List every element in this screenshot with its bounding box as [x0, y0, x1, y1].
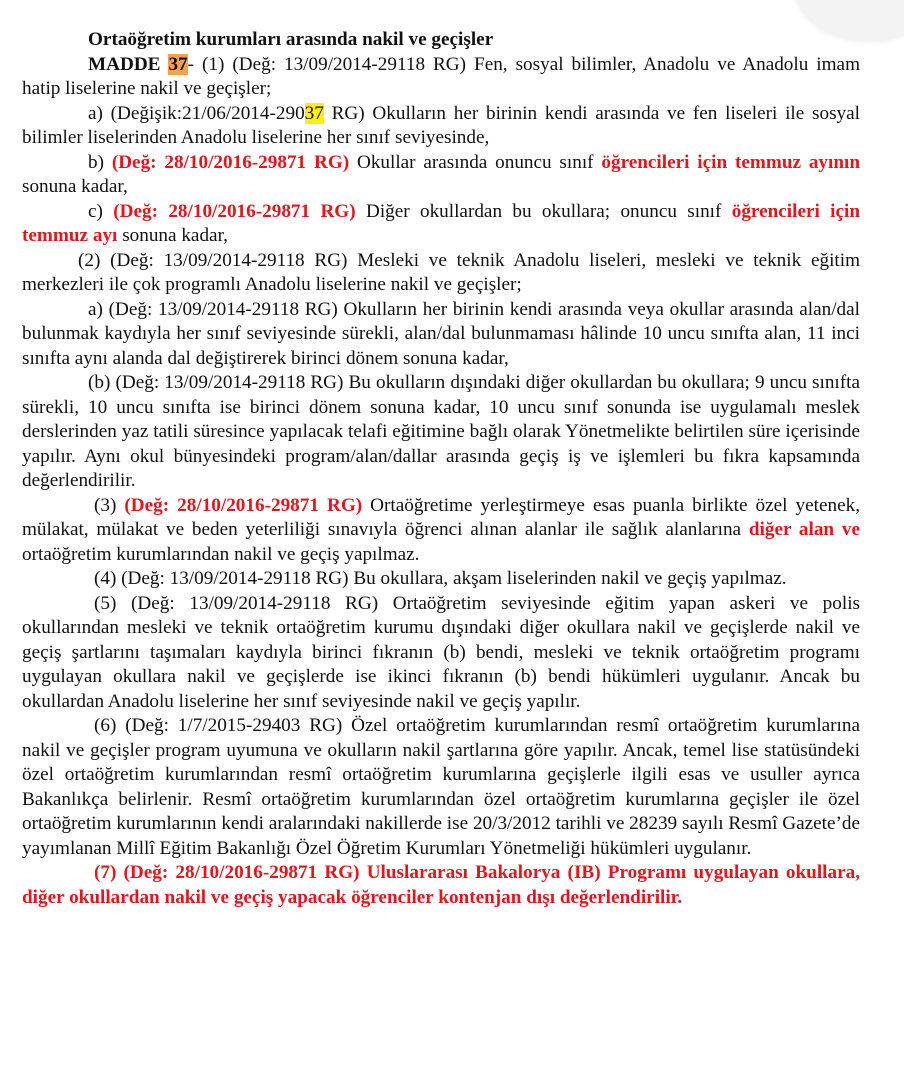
paragraph-7-red-text: (Değ: 28/10/2016-29871 RG) Uluslararası Bakalorya (IB) Programı uygulayan okullara, diğer okullardan nakil ve geçiş yapacak öğrenciler kontenjan dışı değerlendirilir. — [22, 862, 860, 908]
clause-1b-red-text: öğrencileri için temmuz ayının — [601, 151, 861, 173]
section-title: Ortaöğretim kurumları arasında nakil ve geçişler — [88, 29, 494, 50]
paragraph-7-pre: (7) — [94, 862, 124, 883]
clause-1b-pre: b) — [88, 151, 112, 173]
paragraph-2: (2) (Değ: 13/09/2014-29118 RG) Mesleki ve teknik Anadolu liseleri, mesleki ve teknik eğitim merkezleri ile çok programlı Anadolu liselerine nakil ve geçişler; — [22, 249, 860, 295]
clause-1c-amendment: (Değ: 28/10/2016-29871 RG) — [113, 200, 356, 222]
document-page — [22, 28, 860, 910]
paragraph-6: (6) (Değ: 1/7/2015-29403 RG) Özel ortaöğretim kurumlarından resmî ortaöğretim kurumlarına nakil ve geçişler program uyumuna ve okulların nakil şartlarına göre yapılır. Ancak, temel lise statüsündeki özel ortaöğretim kurumlarından resmî ortaöğretim kurumlarına geçişlerle ilgili esas ve usuller ayrıca Bakanlıkça belirlenir. Resmî ortaöğretim kurumlarından özel ortaöğretim kurumlarına geçişler ile özel ortaöğretim kurumlarının kendi aralarındaki nakillerde ise 20/3/2012 tarihli ve 28239 sayılı Resmî Gazete’de yayımlanan Millî Eğitim Bakanlığı Özel Öğretim Kurumları Yönetmeliği hükümleri uygulanır. — [22, 715, 860, 859]
clause-1b — [22, 151, 860, 200]
clause-1c-red-text: öğrencileri için temmuz ayı — [22, 200, 861, 246]
madde-text: - (1) (Değ: 13/09/2014-29118 RG) Fen, sosyal bilimler, Anadolu ve Anadolu imam hatip liselerine nakil ve geçişler; — [22, 53, 860, 99]
paragraph-3 — [22, 494, 860, 568]
paragraph-7 — [22, 861, 860, 910]
paragraph-3-amendment: (Değ: 28/10/2016-29871 RG) — [124, 494, 363, 516]
clause-1a-highlight: 37 — [304, 102, 324, 124]
madde-paragraph — [22, 53, 860, 102]
paragraph-3-post: ortaöğretim kurumlarından nakil ve geçiş yapılmaz. — [22, 543, 420, 565]
paragraph-3-mid: Ortaöğretime yerleştirmeye esas puanla birlikte özel yetenek, mülakat, mülakat ve beden yeterliliği sınavıyla öğrenci alınan alanlar ile sağlık alanlarına — [22, 494, 861, 540]
clause-1c-mid: Diğer okullardan bu okullara; onuncu sınıf — [355, 200, 732, 222]
clause-1a-post: RG) Okulların her birinin kendi arasında ve fen liseleri ile sosyal bilimler liselerinden Anadolu liselerine her sınıf seviyesinde, — [22, 102, 860, 148]
madde-label: MADDE — [88, 53, 161, 75]
clause-1b-mid: Okullar arasında onuncu sınıf — [349, 151, 602, 173]
clause-2a: a) (Değ: 13/09/2014-29118 RG) Okulların her birinin kendi arasında veya okullar arasında alan/dal bulunmak kaydıyla her sınıf seviyesinde sürekli, alan/dal bulunmaması hâlinde 10 uncu sınıfta alan, 11 inci sınıfta aynı alanda dal değiştirerek birinci dönem sonuna kadar, — [22, 298, 860, 369]
clause-1a — [22, 102, 860, 151]
clause-2b: (b) (Değ: 13/09/2014-29118 RG) Bu okulların dışındaki diğer okullardan bu okullara; 9 uncu sınıfta sürekli, 10 uncu sınıfta ise birinci dönem sonuna kadar, 10 uncu sınıf sonunda ise uygulamalı meslek derslerinden yaz tatili süresince yapılacak telafi eğitimine bağlı olarak Yönetmelikte belirtilen süre içerisinde yapılır. Aynı okul bünyesindeki program/alan/dallar arasında geçiş iş ve işlemleri bu fıkra kapsamında değerlendirilir. — [22, 372, 860, 491]
clause-1b-post: sonuna kadar, — [22, 176, 128, 197]
clause-1a-pre: a) (Değişik:21/06/2014-290 — [88, 102, 305, 124]
madde-number-highlight: 37 — [168, 53, 188, 75]
clause-1c-post: sonuna kadar, — [117, 225, 228, 246]
paragraph-3-red-text: diğer alan ve — [748, 519, 860, 540]
paragraph-5: (5) (Değ: 13/09/2014-29118 RG) Ortaöğretim seviyesinde eğitim yapan askeri ve polis okullarından mesleki ve teknik ortaöğretim kurumu dışındaki diğer okullara nakil ve geçişlerde nakil ve geçiş şartlarını taşımaları kaydıyla birinci fıkranın (b) bendi, mesleki ve teknik ortaöğretim programı uygulayan okullara nakil ve geçişlerde ise ikinci fıkranın (b) bendi hükümleri uygulanır. Ancak bu okullardan Anadolu liselerine her sınıf seviyesinde nakil ve geçiş yapılır. — [22, 592, 860, 712]
paragraph-4: (4) (Değ: 13/09/2014-29118 RG) Bu okullara, akşam liselerinden nakil ve geçiş yapılmaz. — [94, 568, 787, 589]
clause-1b-amendment: (Değ: 28/10/2016-29871 RG) — [111, 151, 350, 173]
clause-1c — [22, 200, 860, 249]
clause-1c-pre: c) — [88, 200, 114, 222]
paragraph-3-pre: (3) — [94, 494, 125, 516]
